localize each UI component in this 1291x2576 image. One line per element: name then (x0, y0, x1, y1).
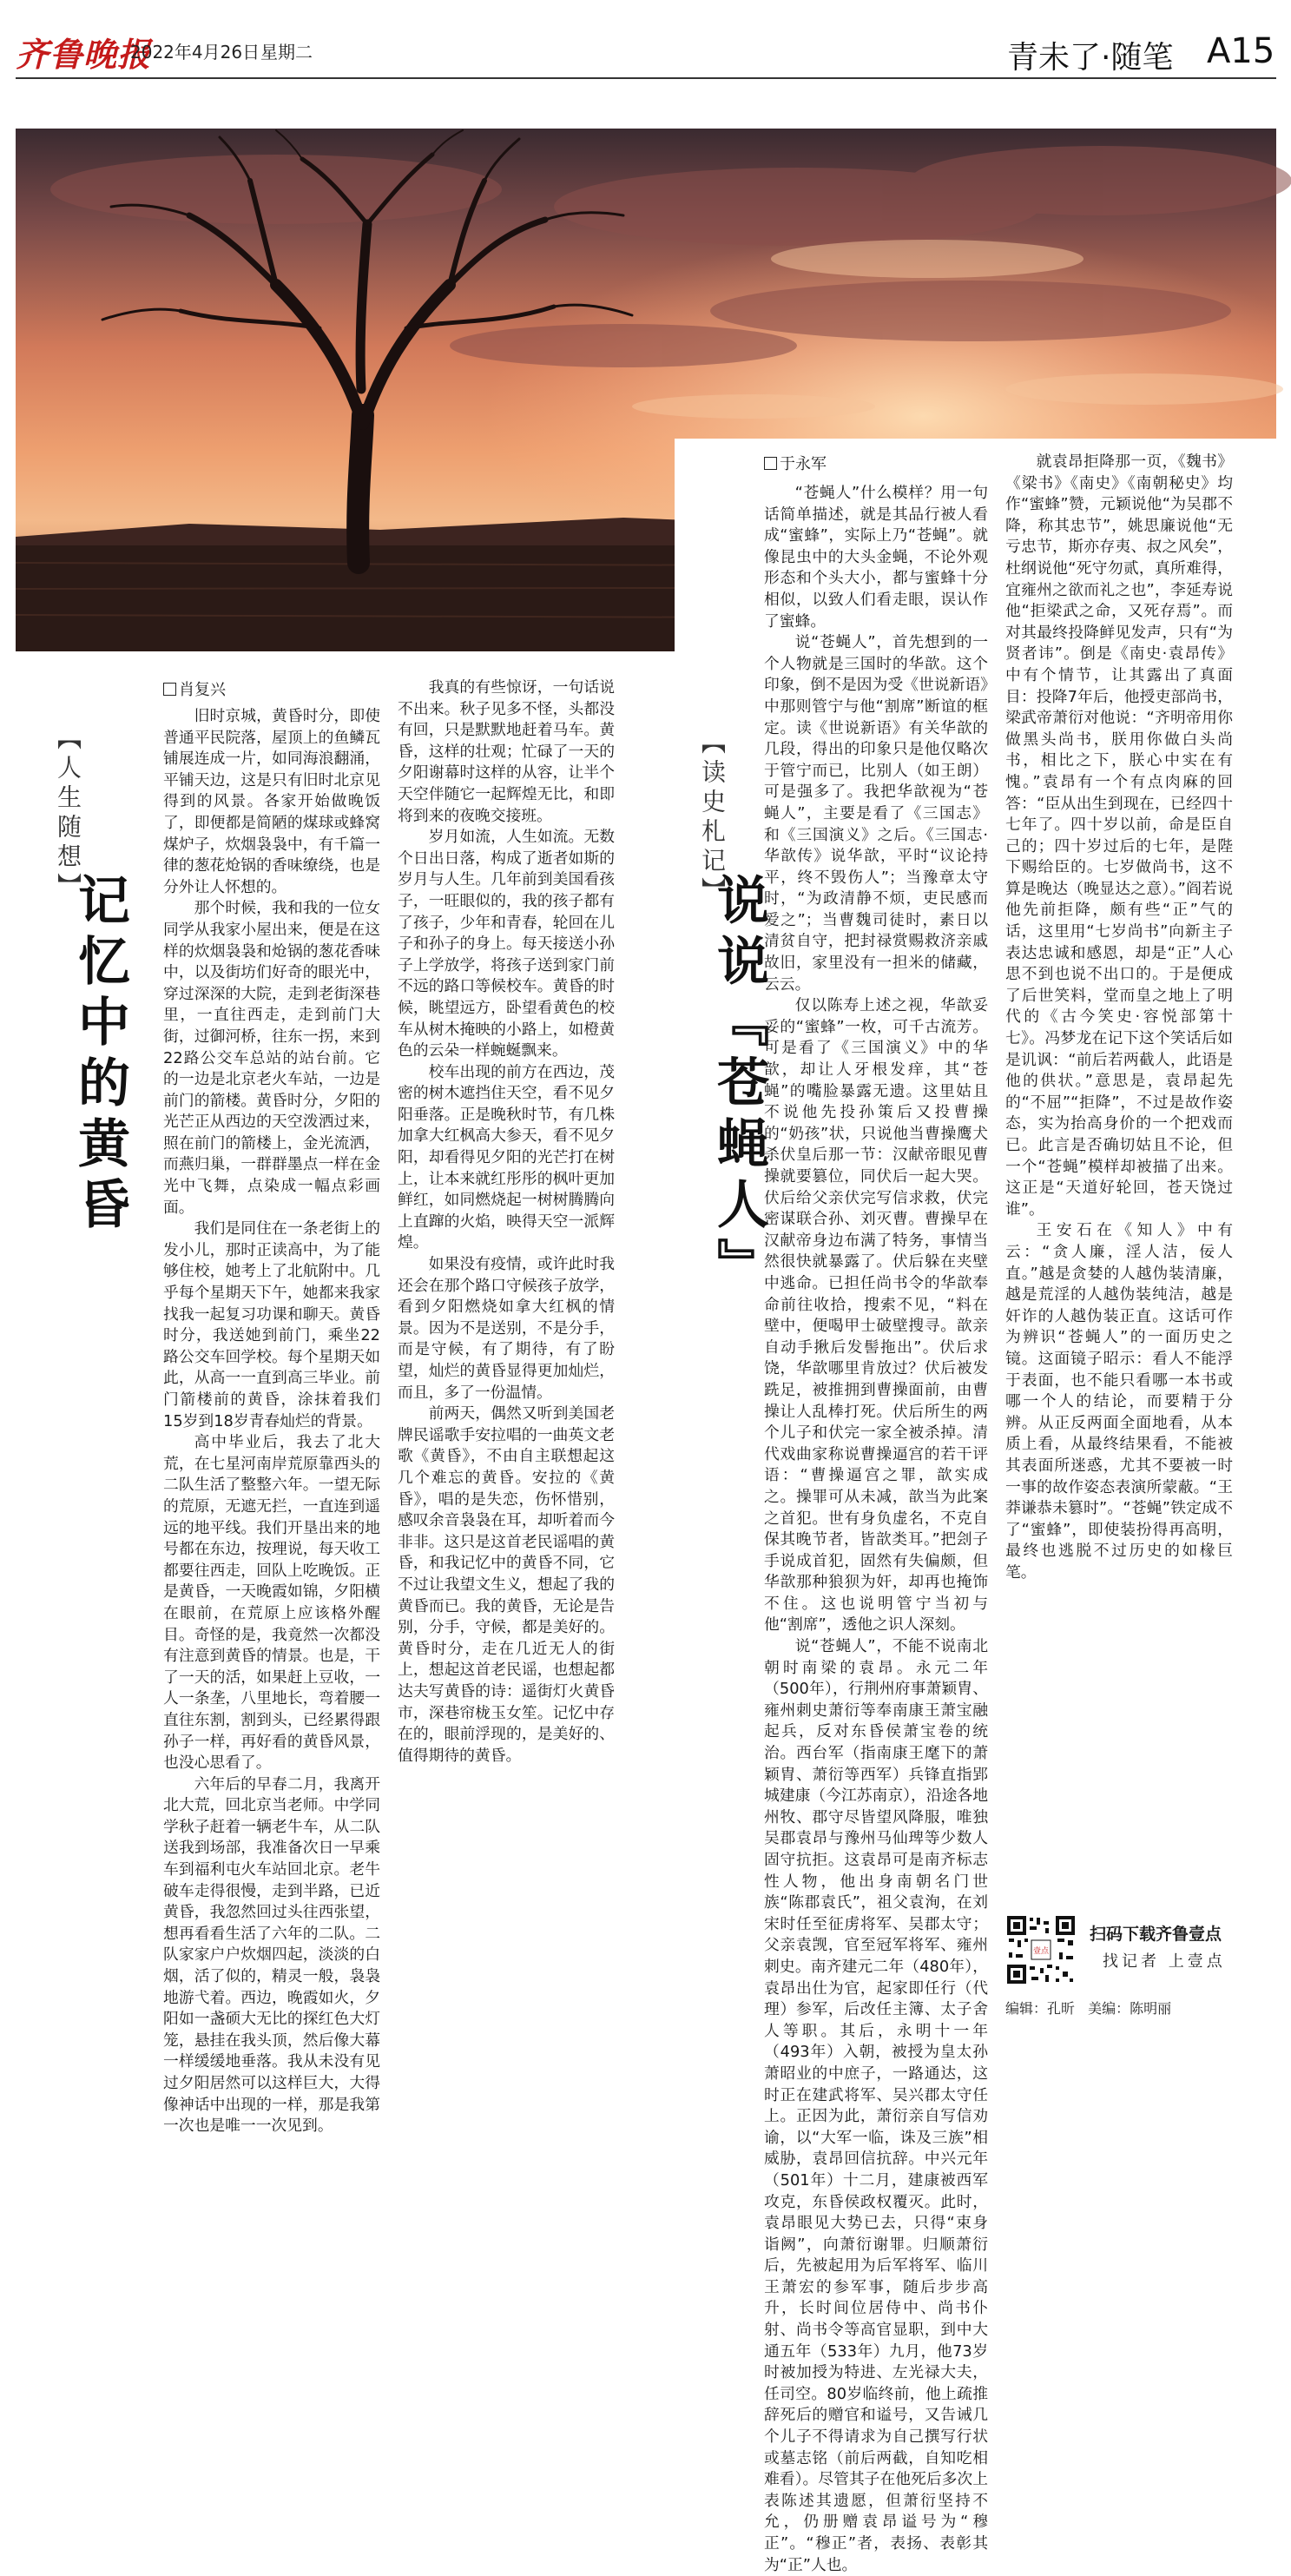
qr-caption-download: 扫码下载齐鲁壹点 (1090, 1925, 1222, 1944)
paragraph: 仅以陈寿上述之视，华歆妥妥的“蜜蜂”一枚，可千古流芳。可是看了《三国演义》中的华歆，却让人牙根发痒，其“苍蝇”的嘴脸暴露无遗。这里姑且不说他先投孙策后又投曹操的“奶孩”状，只说他当曹操鹰犬杀伏皇后那一节：汉献帝眼见曹操就要篡位，同伏后一起大哭。伏后给父亲伏完写信求救，伏完密谋联合孙、刘灭曹。曹操早在汉献帝身边布满了特务，事情当然很快就暴露了。伏后躲在夹壁中逃命。已担任尚书令的华歆奉命前往收拾，搜索不见，“料在壁中，便喝甲士破壁搜寻。歆亲自动手揪后发髻拖出”。伏后求饶，华歆哪里肯放过？伏后被发跣足，被推拥到曹操面前，由曹操让人乱棒打死。伏后所生的两个儿子和伏完一家全被杀掉。清代戏曲家称说曹操逼宫的若干评语：“曹操逼宫之罪，歆实成之。操罪可从未减，歆当为此案之首犯。世有身负虚名，不克自保其晚节者，皆歆类耳。”把刽子手说成首犯，固然有失偏颇，但华歆那种狼狈为奸，却再也掩饰不住。这也说明管宁当初与他“割席”，透他之识人深刻。 (764, 996, 988, 1635)
page-number: A15 (1207, 31, 1275, 71)
header-divider (16, 77, 1276, 79)
headline-fly-people: 说说『苍蝇人』 (708, 873, 769, 1298)
paragraph: 旧时京城，黄昏时分，即使普通平民院落，屋顶上的鱼鳞瓦铺展连成一片，如同海浪翻涌，平铺天边，这是只有旧时北京见得到的风景。各家开始做晚饭了，即便都是简陋的煤球或蜂窝煤炉子，炊烟袅袅中，有千篇一律的葱花炝锅的香味缭绕，也是分外让人怀想的。 (163, 707, 380, 896)
paragraph: 我们是同住在一条老街上的发小儿，那时正读高中，为了能够住校，她考上了北航附中。几乎每个星期天下午，她都来我家找我一起复习功课和聊天。黄昏时分，我送她到前门，乘坐22路公交车回学校。每个星期天如此，从高一一直到高三毕业。前门箭楼前的黄昏，涂抹着我们15岁到18岁青春灿烂的背景。 (163, 1219, 380, 1430)
paragraph: 校车出现的前方在西边，茂密的树木遮挡住天空，看不见夕阳垂落。正是晚秋时节，有几株加拿大红枫高大参天，看不见夕阳，却看得见夕阳的光芒打在树上，让本来就红彤彤的枫叶更加鲜红，如同燃烧起一树树腾腾向上直蹿的火焰，映得天空一派辉煌。 (398, 1062, 615, 1252)
section-name: 青未了·随笔 (1007, 40, 1174, 76)
article-column (398, 677, 615, 2074)
column-tag-history: 【读史札记】 (698, 730, 727, 907)
paragraph: 前两天，偶然又听到美国老牌民谣歌手安拉唱的一曲英文老歌《黄昏》，不由自主联想起这几个难忘的黄昏。安拉的《黄昏》，唱的是失恋，伤怀惜别，感叹余音袅袅在耳，却听着而今非非。这只是这首老民谣唱的黄昏，和我记忆中的黄昏不同，它不过让我望文生义，想起了我的黄昏而已。我的黄昏，无论是告别，分手，守候，都是美好的。黄昏时分，走在几近无人的街上，想起这首老民谣，也想起都达夫写黄昏的诗：遥街灯火黄昏市，深巷帘栊玉女笙。记忆中存在的，眼前浮现的，是美好的、值得期待的黄昏。 (398, 1404, 615, 1765)
qr-center-label: 壹点 (1032, 1947, 1050, 1956)
page-credits (1005, 1998, 1180, 2018)
byline: 肖复兴 (163, 677, 226, 700)
paragraph: “苍蝇人”什么模样？用一句话简单描述，就是其品行被人看成“蜜蜂”，实际上乃“苍蝇”。就像昆虫中的大头金蝇，不论外观形态和个头大小，都与蜜蜂十分相似，以致人们看走眼，误认作了蜜蜂。 (764, 484, 988, 631)
masthead-logo: 齐鲁晚报 (16, 35, 152, 74)
paragraph: 高中毕业后，我去了北大荒，在七星河南岸荒原靠西头的二队生活了整整六年。一望无际的荒原，无遮无拦，一直连到遥远的地平线。我们开垦出来的地号都在东边，按理说，每天收工都要往西走，回队上吃晚饭。正是黄昏，一天晚霞如锦，夕阳横在眼前，在荒原上应该格外醒目。奇怪的是，我竟然一次都没有注意到黄昏的情景。也是，干了一天的活，如果赶上豆收，一人一条垄，八里地长，弯着腰一直往东割，割到头，已经累得跟孙子一样，再好看的黄昏风景，也没心思看了。 (163, 1433, 380, 1773)
paragraph: 就袁昂拒降那一页，《魏书》《梁书》《南史》《南朝秘史》均作“蜜蜂”赞，元颖说他“为吴郡不降，称其忠节”，姚思廉说他“无亏忠节，斯亦存夷、叔之风矣”，杜纲说他“死守勿贰，真所难得，宜雍州之欲而礼之也”，李延寿说他“拒梁武之命，又死存焉”。而对其最终投降鲜见发声，只有“为贤者讳”。倒是《南史·袁昂传》中有个情节，让其露出了真面目：投降7年后，他授吏部尚书，梁武帝萧衍对他说：“齐明帝用你做黑头尚书，朕用你做白头尚书，相比之下，朕心中实在有愧。”袁昂有一个有点肉麻的回答：“臣从出生到现在，已经四十七年了。四十岁以前，命是臣自己的；四十岁过后的七年，是陛下赐给臣的。七岁做尚书，这不算是晚达（晚显达之意）。”阎若说他先前拒降，颇有些“正”气的话，这里用“七岁尚书”向新主子表达忠诚和感恩，却是“正”人心思不到也说不出口的。于是便成了后世笑料，堂而皇之地上了明代的《古今笑史·容悦部第十七》。冯梦龙在记下这个笑话后如是讥讽：“前后若两截人，此语是他的供状。”意思是，袁昂起先的“不屈”“拒降”，不过是故作姿态，实为抬高身价的一个把戏而已。此言是否确切姑且不论，但一个“苍蝇”模样却被描了出来。这正是“天道好轮回，苍天饶过谁”。 (1005, 452, 1233, 1219)
paragraph: 那个时候，我和我的一位女同学从我家小屋出来，便是在这样的炊烟袅袅和炝锅的葱花香味中，以及街坊们好奇的眼光中，穿过深深的大院，走到老街深巷里，一直往西走，走到前门大街，过御河桥，往东一拐，来到22路公交车总站的站台前。它的一边是北京老火车站，一边是前门的箭楼。黄昏时分，夕阳的光芒正从西边的天空泼洒过来，照在前门的箭楼上，金光流洒，而燕归巢，一群群墨点一样在金光中飞舞，点染成一幅点彩画面。 (163, 899, 380, 1217)
column-tag-life: 【人生随想】 (54, 725, 82, 902)
editor-credit: 编辑：孔昕 (1005, 2000, 1076, 2017)
issue-date: 2022年4月26日 (130, 42, 260, 63)
article-column (1005, 452, 1233, 1902)
paragraph: 六年后的早春二月，我离开北大荒，回北京当老师。中学同学秋子赶着一辆老牛车，从二队送我到场部，我准备次日一早乘车到福利屯火车站回北京。老牛破车走得很慢，走到半路，已近黄昏，我忽然回过头往西张望，想再看看生活了六年的二队。二队家家户户炊烟四起，淡淡的白烟，活了似的，精灵一般，袅袅地游弋着。西边，晚霞如火，夕阳如一盏硕大无比的探红色大灯笼，悬挂在我头顶，然后像大幕一样缓缓地垂落。我从未没有见过夕阳居然可以这样巨大，大得像神话中出现的一样，那是我第一次也是唯一一次见到。 (163, 1774, 380, 2136)
qr-code[interactable] (1005, 1914, 1077, 1985)
qr-caption-reporter: 找记者 上壹点 (1103, 1952, 1226, 1971)
page-header (0, 0, 1291, 80)
byline: 于永军 (764, 452, 827, 474)
issue-weekday: 星期二 (260, 42, 313, 63)
paragraph: 岁月如流，人生如流。无数个日出日落，构成了逝者如斯的岁月与人生。几年前到美国看孩子，一旺眼似的，我的孩子都有了孩子，少年和青春，轮回在儿子和孙子的身上。每天接送小孙子上学放学，将孩子送到家门前不远的路口等候校车。黄昏的时候，眺望远方，卧望看黄色的校车从树木掩映的小路上，如橙黄色的云朵一样蜿蜒飘来。 (398, 828, 615, 1060)
headline-memory-dusk: 记忆中的黄昏 (69, 873, 130, 1238)
paragraph: 说“苍蝇人”，不能不说南北朝时南梁的袁昂。永元二年（500年），行荆州府事萧颖胄、雍州刺史萧衍等奉南康王萧宝融起兵，反对东昏侯萧宝卷的统治。西台军（指南康王麾下的萧颖胄、萧衍等西军）兵锋直指郢城建康（今江苏南京），沿途各地州牧、郡守尽皆望风降服，唯独吴郡袁昂与豫州马仙琕等少数人固守抗拒。这袁昂可是南齐标志性人物，他出身南朝名门世族“陈郡袁氏”，祖父袁洵，在刘宋时任至征虏将军、吴郡太守；父亲袁觊，官至冠军将军、雍州刺史。南齐建元二年（480年），袁昂出仕为官，起家即任行（代理）参军，后改任主簿、太子舍人等职。其后，永明十一年（493年）入朝，被授为皇太孙萧昭业的中庶子，一路通达，这时正在建武将军、吴兴郡太守任上。正因为此，萧衍亲自写信劝谕，以“大军一临，诛及三族”相威胁，袁昂回信抗辞。中兴元年（501年）十二月，建康被西军攻克，东昏侯政权覆灭。此时，袁昂眼见大势已去，只得“束身诣阙”，向萧衍谢罪。归顺萧衍后，先被起用为后军将军、临川王萧宏的参军事，随后步步高升，长时间位居侍中、尚书仆射、尚书令等高官显职，到中大通五年（533年）九月，他73岁时被加授为特进、左光禄大夫，任司空。80岁临终前，他上疏推辞死后的赠官和谥号，又告诫几个儿子不得请求为自己撰写行状或墓志铭（前后两截，自知吃相难看）。尽管其子在他死后多次上表陈述其遗愿，但萧衍坚持不允，仍册赠袁昂谥号为“穆正”。“穆正”者，表扬、表彰其为“正”人也。 (764, 1637, 988, 2574)
article-column (764, 483, 988, 2574)
paragraph: 说“苍蝇人”，首先想到的一个人物就是三国时的华歆。这个印象，倒不是因为受《世说新语》中那则管宁与他“割席”断谊的框定。读《世说新语》有关华歆的几段，得出的印象只是他仅略次于管宁而已，比别人（如王朗）可是强多了。我把华歆视为“苍蝇人”，主要是看了《三国志》和《三国演义》之后。《三国志·华歆传》说华歆，平时“议论持平，终不毁伤人”；当豫章太守时，“为政清静不烦，吏民感而爱之”；当曹魏司徒时，素日以清贫自守，把封禄赏赐救济亲戚故旧，家里没有一担米的储藏，云云。 (764, 633, 988, 994)
article-column (163, 706, 380, 2136)
designer-credit: 美编：陈明丽 (1088, 2000, 1172, 2017)
paragraph: 我真的有些惊讶，一句话说不出来。秋子见多不怪，头都没有回，只是默默地赶着马车。黄昏，这样的壮观；忙碌了一天的夕阳谢幕时这样的从容，让半个天空伴随它一起辉煌无比，和即将到来的夜晚交接班。 (398, 678, 615, 825)
paragraph: 王安石在《知人》中有云：“贪人廉，淫人洁，佞人直。”越是贪婪的人越伪装清廉，越是荒淫的人越伪装纯洁，越是奸诈的人越伪装正直。这话可作为辨识“苍蝇人”的一面历史之镜。这面镜子昭示：看人不能浮于表面，也不能只看哪一本书或哪一个人的结论，而要精于分辨。从正反两面全面地看，从本质上看，从最终结果看，不能被其表面所迷惑，尤其不要被一时一事的故作姿态表演所蒙蔽。“王莽谦恭未篡时”。“苍蝇”铁定成不了“蜜蜂”，即使装扮得再高明，最终也逃脱不过历史的如椽巨笔。 (1005, 1221, 1233, 1582)
paragraph: 如果没有疫情，或许此时我还会在那个路口守候孩子放学，看到夕阳燃烧如拿大红枫的情景。因为不是送别，不是分手，而是守候，有了期待，有了盼望，灿烂的黄昏显得更加灿烂，而且，多了一份温情。 (398, 1255, 615, 1402)
